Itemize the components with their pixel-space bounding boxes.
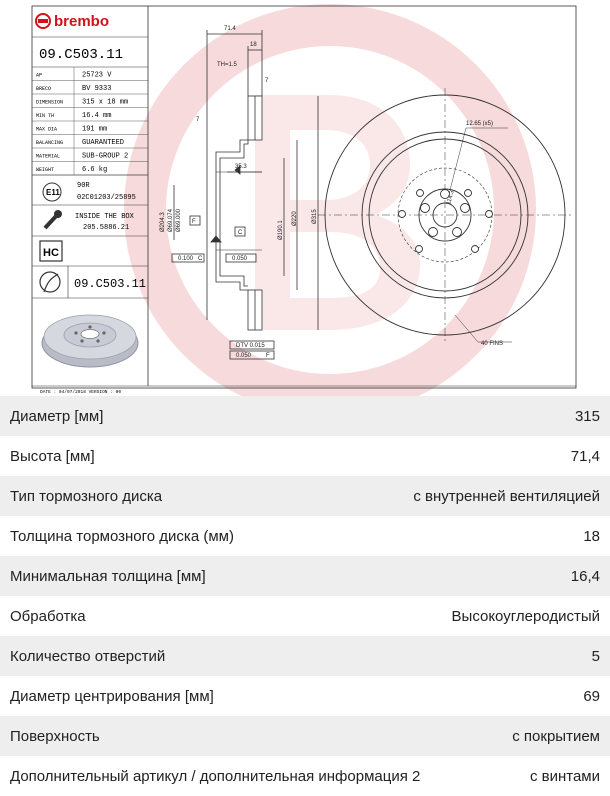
spec-label: Диаметр [мм] (10, 407, 104, 425)
info-key: BALANCING (36, 140, 64, 146)
spec-value: 315 (574, 407, 600, 425)
spec-label: Поверхность (10, 727, 100, 745)
info-value: 315 x 18 mm (82, 98, 129, 107)
dim-315: Ø315 (312, 209, 318, 224)
spec-value: с покрытием (512, 727, 600, 745)
dim-190-1: Ø190.1 (278, 220, 284, 240)
brand-name: brembo (54, 13, 110, 30)
spec-value: Высокоуглеродистый (451, 607, 600, 625)
spec-label: Количество отверстий (10, 647, 166, 665)
approval-line2: 02C01203/25895 (77, 194, 136, 202)
tol-runout-1-ref: C (198, 256, 203, 262)
info-key: DIMENSION (36, 99, 64, 106)
spec-value: 71,4 (570, 447, 600, 465)
spec-label: Диаметр центрирования [мм] (10, 687, 214, 705)
dim-7a: 7 (265, 78, 269, 84)
spec-label: Обработка (10, 607, 86, 625)
info-key: BRECO (36, 86, 52, 92)
info-key: WEIGHT (36, 167, 55, 173)
spec-value: с винтами (529, 767, 600, 785)
dim-204-3: Ø204.3 (160, 212, 166, 232)
spec-row (0, 516, 610, 556)
spec-row (0, 396, 610, 436)
spec-row (0, 716, 610, 756)
spec-label: Минимальная толщина [мм] (10, 567, 206, 585)
spec-row (0, 556, 610, 596)
dim-69-000: Ø69.000 (176, 208, 182, 232)
brembo-logo (36, 13, 109, 30)
info-key: MATERIAL (36, 153, 61, 160)
tol-runout-1: 0.100 (178, 256, 194, 262)
spec-value: 69 (583, 687, 600, 705)
dim-fins: 40 FINS (481, 341, 504, 347)
spec-label: Тип тормозного диска (10, 487, 163, 505)
spec-label: Дополнительный артикул / дополнительная информация 2 (10, 767, 421, 785)
spec-row (0, 636, 610, 676)
hc-icon (40, 241, 62, 261)
dim-height: 71.4 (224, 26, 236, 32)
info-value: BV 9333 (82, 85, 112, 93)
dim-7b: 7 (196, 117, 200, 123)
spec-row (0, 476, 610, 516)
info-value: 25723 V (82, 71, 112, 80)
disc-photo (42, 315, 138, 367)
specifications-table (0, 396, 610, 796)
part-number-bottom: 09.C503.11 (74, 277, 147, 291)
spec-label: Высота [мм] (10, 447, 95, 465)
dim-pcd: 114.3 (446, 189, 456, 206)
spec-label: Толщина тормозного диска (мм) (10, 527, 234, 545)
hc-label: HC (43, 247, 59, 259)
info-value: 6.6 kg (82, 166, 108, 174)
spec-value: 18 (583, 527, 600, 545)
info-value: SUB-GROUP 2 (82, 152, 129, 161)
screw-icon (45, 210, 62, 228)
spec-row (0, 756, 610, 796)
approval-mark: E11 (46, 188, 60, 197)
drawing-footer: DATE : 04/07/2018 VERSION : 00 (40, 390, 122, 395)
tol-runout-2-ref: F (266, 353, 270, 359)
spec-value: 16,4 (570, 567, 600, 585)
info-key: MIN TH (36, 113, 55, 119)
dim-holes: 12.65 (x5) (466, 121, 494, 127)
spec-row (0, 676, 610, 716)
part-number: 09.C503.11 (39, 47, 124, 63)
info-value: 16.4 mm (82, 112, 112, 120)
tol-runout-2: 0.050 (236, 353, 252, 359)
spec-value: с внутренней вентиляцией (413, 487, 600, 505)
info-value: 191 mm (82, 125, 108, 134)
drawing-svg (0, 0, 610, 396)
info-value: GUARANTEED (82, 139, 125, 147)
approval-line1: 90R (77, 182, 90, 190)
info-key: AP (36, 72, 43, 79)
disc-profile-icon (40, 272, 60, 292)
technical-drawing (0, 0, 610, 396)
info-key: MAX DIA (36, 126, 58, 133)
tol-flatness: 0.050 (232, 256, 248, 262)
inside-box-line1: INSIDE THE BOX (75, 213, 134, 221)
dim-thickness: 18 (250, 42, 257, 48)
brembo-watermark-inner (255, 95, 420, 330)
dim-th: TH=1.5 (217, 62, 237, 68)
spec-row (0, 436, 610, 476)
dim-220: Ø220 (292, 211, 298, 226)
dim-35-3: 35.3 (235, 164, 247, 170)
spec-row (0, 596, 610, 636)
inside-box-row (45, 210, 135, 232)
spec-value: 5 (591, 647, 600, 665)
approval-row (43, 182, 136, 202)
tol-f: F (192, 219, 196, 225)
tol-c: C (238, 230, 243, 236)
tol-dtv: DTV 0.015 (236, 343, 265, 349)
dim-69-074: Ø69.074 (168, 208, 174, 232)
inside-box-line2: 205.5886.21 (83, 224, 130, 232)
